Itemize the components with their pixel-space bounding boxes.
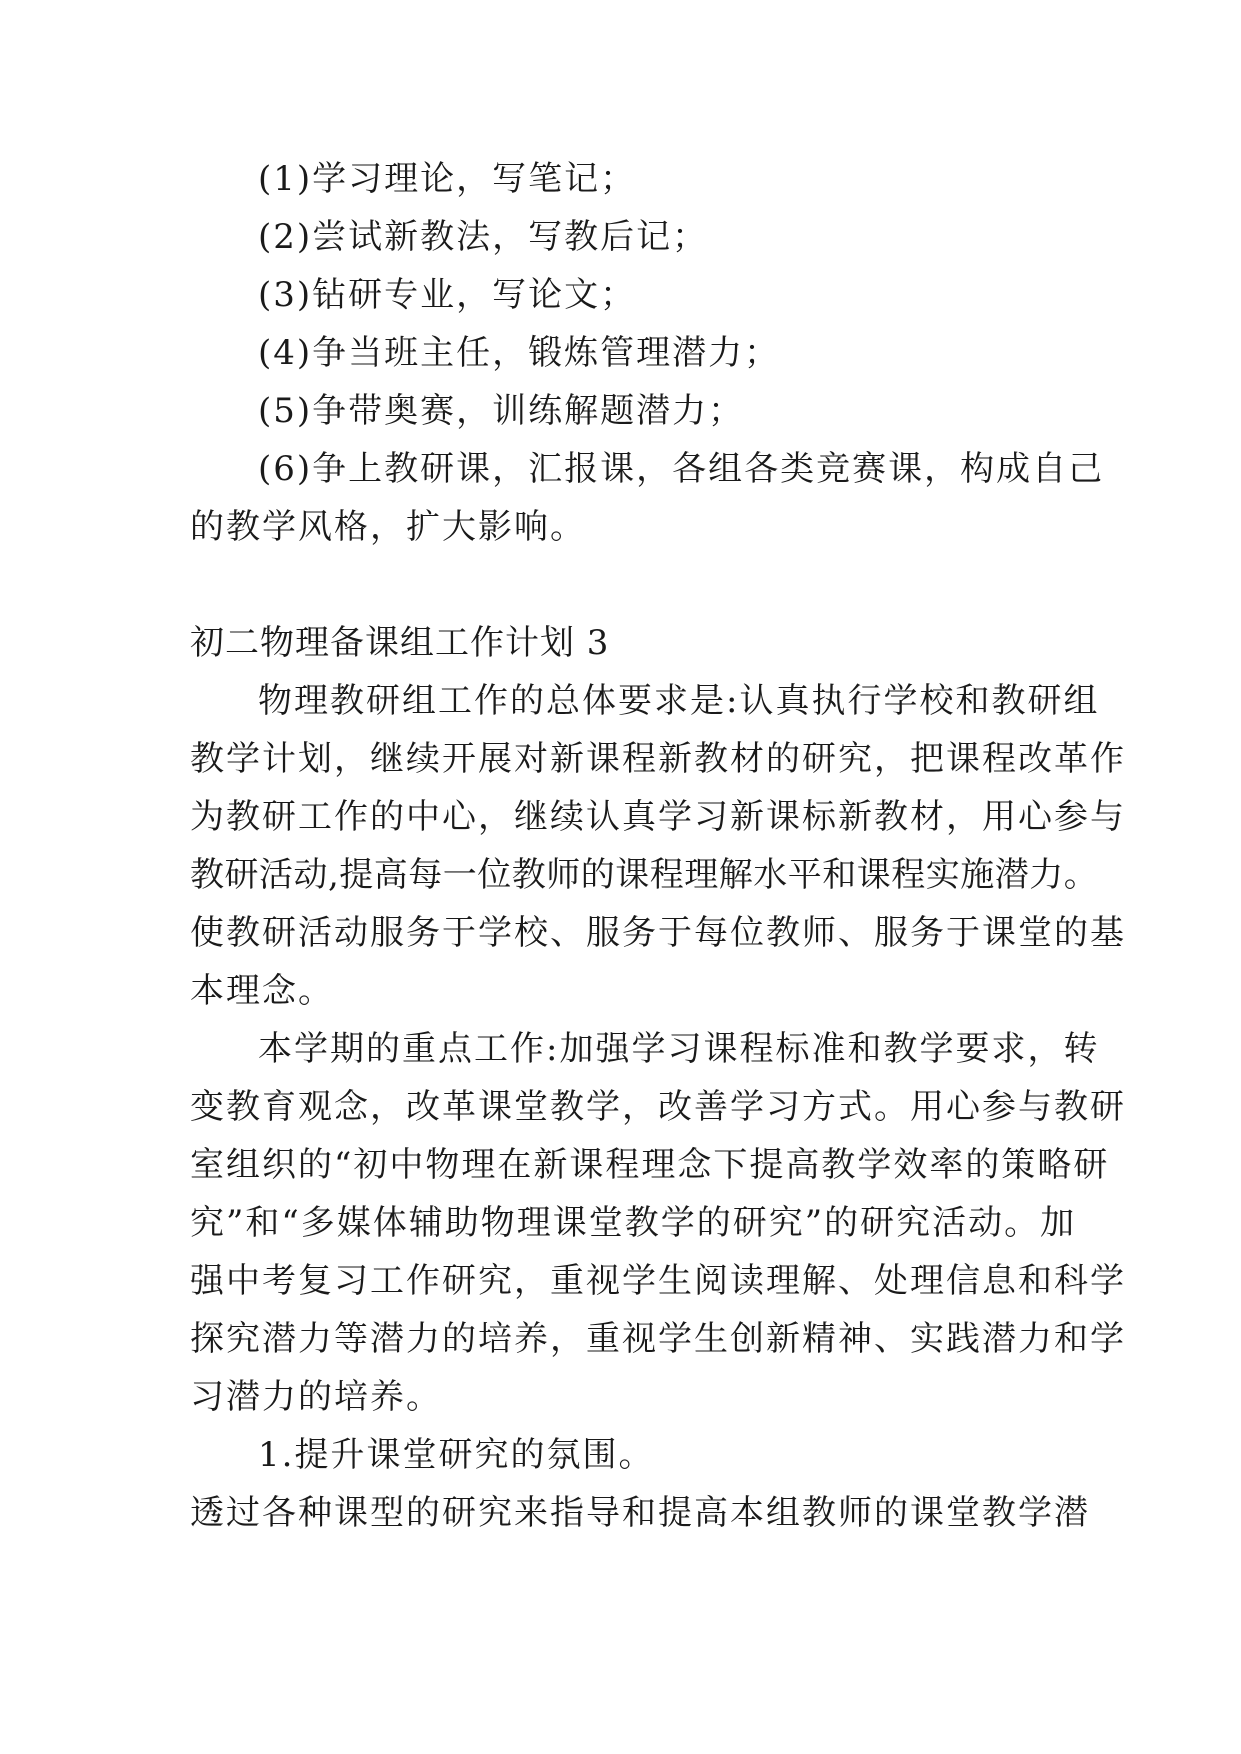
paragraph-line: 本学期的重点工作:加强学习课程标准和教学要求，转 — [258, 1029, 1100, 1069]
numbered-point: 1.提升课堂研究的氛围。 — [258, 1435, 655, 1475]
list-item: (1)学习理论，写笔记； — [258, 159, 637, 199]
paragraph-line: 变教育观念，改革课堂教学，改善学习方式。用心参与教研 — [190, 1087, 1126, 1127]
paragraph-line: 本理念。 — [190, 971, 334, 1011]
spacer — [190, 556, 1050, 614]
paragraph-line: 透过各种课型的研究来指导和提高本组教师的课堂教学潜 — [190, 1493, 1090, 1533]
paragraph-line: 强中考复习工作研究，重视学生阅读理解、处理信息和科学 — [190, 1261, 1126, 1301]
paragraph-line: 教学计划，继续开展对新课程新教材的研究，把课程改革作 — [190, 739, 1126, 779]
list-item: (2)尝试新教法，写教后记； — [258, 217, 709, 257]
list-item: (6)争上教研课，汇报课，各组各类竞赛课，构成自己 — [258, 449, 1105, 489]
paragraph-line: 使教研活动服务于学校、服务于每位教师、服务于课堂的基 — [190, 913, 1126, 953]
document-page — [190, 150, 1126, 1542]
list-item: (3)钻研专业，写论文； — [258, 275, 637, 315]
paragraph-line: 为教研工作的中心，继续认真学习新课标新教材，用心参与 — [190, 797, 1126, 837]
paragraph-line: 究”和“多媒体辅助物理课堂教学的研究”的研究活动。加 — [190, 1203, 1077, 1243]
list-item: (4)争当班主任，锻炼管理潜力； — [258, 333, 781, 373]
section-title: 初二物理备课组工作计划 3 — [190, 623, 610, 663]
paragraph-line: 室组织的“初中物理在新课程理念下提高教学效率的策略研 — [190, 1145, 1110, 1185]
paragraph-line: 教研活动,提高每一位教师的课程理解水平和课程实施潜力。 — [190, 855, 1099, 895]
paragraph-line: 探究潜力等潜力的培养，重视学生创新精神、实践潜力和学 — [190, 1319, 1126, 1359]
list-item: (5)争带奥赛，训练解题潜力； — [258, 391, 745, 431]
paragraph-line: 习潜力的培养。 — [190, 1377, 442, 1417]
paragraph-line: 物理教研组工作的总体要求是:认真执行学校和教研组 — [258, 681, 1100, 721]
list-item-continuation: 的教学风格，扩大影响。 — [190, 507, 586, 547]
